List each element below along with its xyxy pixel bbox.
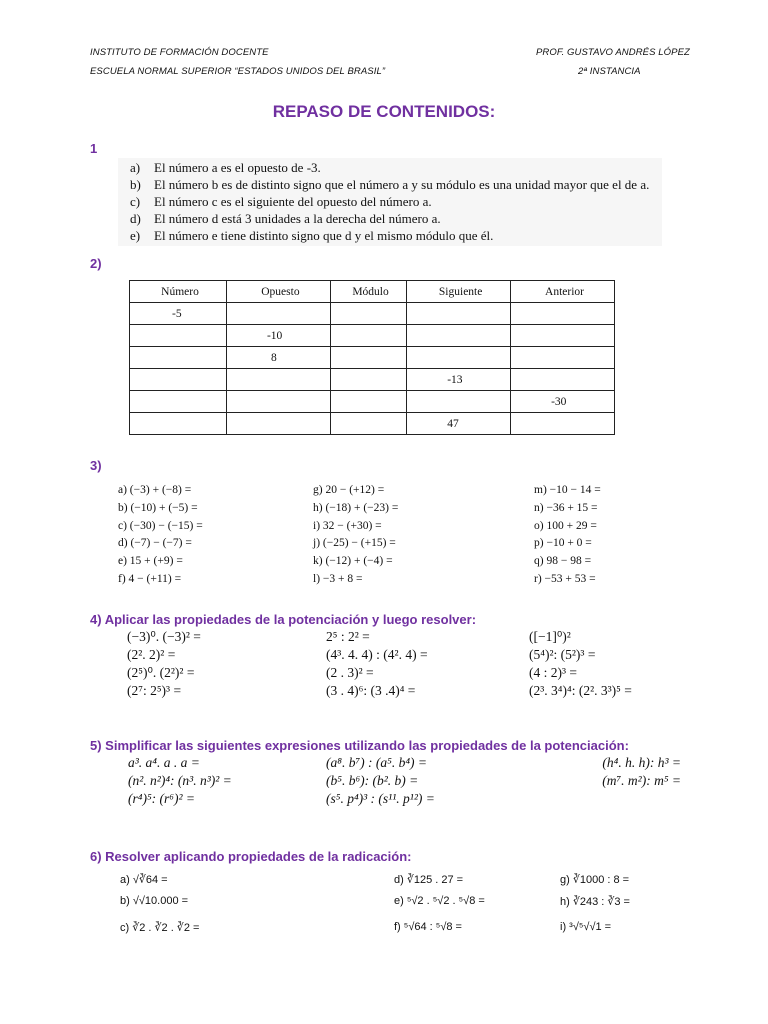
statement-a: a) El número a es el opuesto de -3. xyxy=(130,160,321,175)
section-1-number: 1 xyxy=(90,141,98,156)
table-cell: -5 xyxy=(130,303,227,325)
table-cell xyxy=(330,303,406,325)
operations-column-3 xyxy=(534,482,601,589)
section-3-number: 3) xyxy=(90,458,102,473)
powers-column-1 xyxy=(127,628,201,700)
radicals-column-3 xyxy=(560,873,630,933)
table-cell xyxy=(130,391,227,413)
table-cell: 47 xyxy=(407,413,511,435)
table-cell xyxy=(330,369,406,391)
operation-item: n) −36 + 15 = xyxy=(534,501,598,514)
operations-column-1 xyxy=(118,482,203,589)
header-institute: INSTITUTO DE FORMACIÓN DOCENTE xyxy=(90,47,269,58)
table-cell: 8 xyxy=(226,347,330,369)
header-instance: 2ª INSTANCIA xyxy=(578,66,641,77)
table-cell xyxy=(130,413,227,435)
table-cell xyxy=(407,303,511,325)
simplify-column-1 xyxy=(128,754,232,808)
exercise-item: d) ∛125 . 27 = xyxy=(394,874,464,886)
table-cell xyxy=(226,413,330,435)
table-cell xyxy=(130,347,227,369)
table-cell xyxy=(511,347,615,369)
exercise-item: (s⁵. p⁴)³ : (s¹¹. p¹²) = xyxy=(326,791,435,806)
exercise-item: (4 : 2)³ = xyxy=(529,665,578,680)
exercise-item: c) ∛2 . ∛2 . ∛2 = xyxy=(120,922,200,934)
col-header: Anterior xyxy=(511,281,615,303)
table-cell: -30 xyxy=(511,391,615,413)
table-row xyxy=(130,347,615,369)
exercise-item: (m⁷. m²): m⁵ = xyxy=(602,773,681,788)
table-cell xyxy=(407,325,511,347)
operation-item: e) 15 + (+9) = xyxy=(118,555,183,568)
exercise-item: (2 . 3)² = xyxy=(326,665,374,680)
operation-item: f) 4 − (+11) = xyxy=(118,572,182,585)
table-header-row xyxy=(130,281,615,303)
section-6-heading: 6) Resolver aplicando propiedades de la radicación: xyxy=(90,849,412,864)
statement-b: b) El número b es de distinto signo que el número a y su módulo es una unidad mayor que el de a. xyxy=(130,177,650,192)
exercise-item: (h⁴. h. h): h³ = xyxy=(602,755,681,770)
operation-item: j) (−25) − (+15) = xyxy=(313,537,396,550)
exercise-item: (2⁵)⁰. (2²)² = xyxy=(127,665,195,680)
exercise-item: (b⁵. b⁶): (b². b) = xyxy=(326,773,419,788)
exercise-item: b) √√10.000 = xyxy=(120,895,189,907)
statement-c: c) El número c es el siguiente del opuesto del número a. xyxy=(130,194,432,209)
section-4-heading: 4) Aplicar las propiedades de la potenciación y luego resolver: xyxy=(90,612,477,627)
operation-item: b) (−10) + (−5) = xyxy=(118,501,198,514)
table-row xyxy=(130,413,615,435)
operation-item: c) (−30) − (−15) = xyxy=(118,519,203,532)
table-cell xyxy=(226,391,330,413)
operation-item: p) −10 + 0 = xyxy=(534,537,592,550)
exercise-item: g) ∛1000 : 8 = xyxy=(560,874,630,886)
operation-item: d) (−7) − (−7) = xyxy=(118,537,192,550)
col-header: Opuesto xyxy=(226,281,330,303)
table-cell xyxy=(130,325,227,347)
operation-item: q) 98 − 98 = xyxy=(534,555,592,568)
section-2-number: 2) xyxy=(90,256,102,271)
exercise-item: ([−1]⁰)² xyxy=(529,629,571,644)
operation-item: k) (−12) + (−4) = xyxy=(313,555,393,568)
exercise-item: e) ⁵√2 . ⁵√2 . ⁵√8 = xyxy=(394,895,485,907)
col-header: Siguiente xyxy=(407,281,511,303)
table-cell xyxy=(330,391,406,413)
exercise-item: (−3)⁰. (−3)² = xyxy=(127,629,201,644)
operation-item: m) −10 − 14 = xyxy=(534,484,601,496)
table-cell xyxy=(511,325,615,347)
table-row xyxy=(130,303,615,325)
statement-d: d) El número d está 3 unidades a la derecha del número a. xyxy=(130,211,441,226)
operation-item: g) 20 − (+12) = xyxy=(313,484,385,496)
exercise-item: a³. a⁴. a . a = xyxy=(128,755,200,770)
header-school: ESCUELA NORMAL SUPERIOR “ESTADOS UNIDOS DEL BRASIL” xyxy=(90,66,386,77)
table-cell xyxy=(511,413,615,435)
table-cell xyxy=(330,325,406,347)
exercise-item: (n². n²)⁴: (n³. n³)² = xyxy=(128,773,232,788)
col-header: Número xyxy=(130,281,227,303)
section-1-scan xyxy=(118,158,662,246)
radicals-column-2 xyxy=(394,873,485,933)
operation-item: o) 100 + 29 = xyxy=(534,519,597,532)
exercise-item: i) ³√⁵√√1 = xyxy=(560,921,612,933)
exercise-item: (3 . 4)⁶: (3 .4)⁴ = xyxy=(326,683,416,698)
table-cell xyxy=(330,413,406,435)
table-cell xyxy=(511,369,615,391)
section-5-heading: 5) Simplificar las siguientes expresiones utilizando las propiedades de la potenciación: xyxy=(90,738,629,753)
operation-item: r) −53 + 53 = xyxy=(534,572,596,585)
table-row xyxy=(130,325,615,347)
exercise-item: (2². 2)² = xyxy=(127,647,176,662)
table-cell xyxy=(407,347,511,369)
exercise-item: (2³. 3⁴)⁴: (2². 3³)⁵ = xyxy=(529,683,632,698)
statement-e: e) El número e tiene distinto signo que d y el mismo módulo que él. xyxy=(130,228,494,243)
exercise-item: (4³. 4. 4) : (4². 4) = xyxy=(326,647,428,662)
exercise-item: f) ⁵√64 : ⁵√8 = xyxy=(394,921,462,933)
exercise-item: a) √∛64 = xyxy=(120,874,168,886)
numbers-table xyxy=(129,280,615,435)
header-teacher: PROF. GUSTAVO ANDRÉS LÓPEZ xyxy=(536,47,690,58)
operation-item: l) −3 + 8 = xyxy=(313,572,363,585)
exercise-item: (a⁸. b⁷) : (a⁵. b⁴) = xyxy=(326,755,427,770)
col-header: Módulo xyxy=(330,281,406,303)
operation-item: i) 32 − (+30) = xyxy=(313,519,382,532)
table-cell: -10 xyxy=(226,325,330,347)
exercise-item: 2⁵ : 2² = xyxy=(326,629,370,644)
table-cell xyxy=(226,303,330,325)
exercise-item: (5⁴)²: (5²)³ = xyxy=(529,647,596,662)
table-cell xyxy=(407,391,511,413)
table-row xyxy=(130,369,615,391)
table-cell xyxy=(511,303,615,325)
table-cell xyxy=(330,347,406,369)
table-cell: -13 xyxy=(407,369,511,391)
powers-column-2 xyxy=(326,628,428,700)
operation-item: a) (−3) + (−8) = xyxy=(118,484,192,496)
simplify-column-3 xyxy=(585,754,681,790)
exercise-item: h) ∛243 : ∛3 = xyxy=(560,896,630,908)
exercise-item: (r⁴)⁵: (r⁶)² = xyxy=(128,791,195,806)
table-row xyxy=(130,391,615,413)
table-cell xyxy=(226,369,330,391)
page-title: REPASO DE CONTENIDOS: xyxy=(272,102,496,121)
operations-column-2 xyxy=(313,482,398,589)
powers-column-3 xyxy=(529,628,632,700)
table-cell xyxy=(130,369,227,391)
operation-item: h) (−18) + (−23) = xyxy=(313,501,399,514)
radicals-column-1 xyxy=(120,873,199,934)
exercise-item: (2⁷: 2⁵)³ = xyxy=(127,683,182,698)
simplify-column-2 xyxy=(326,754,435,808)
